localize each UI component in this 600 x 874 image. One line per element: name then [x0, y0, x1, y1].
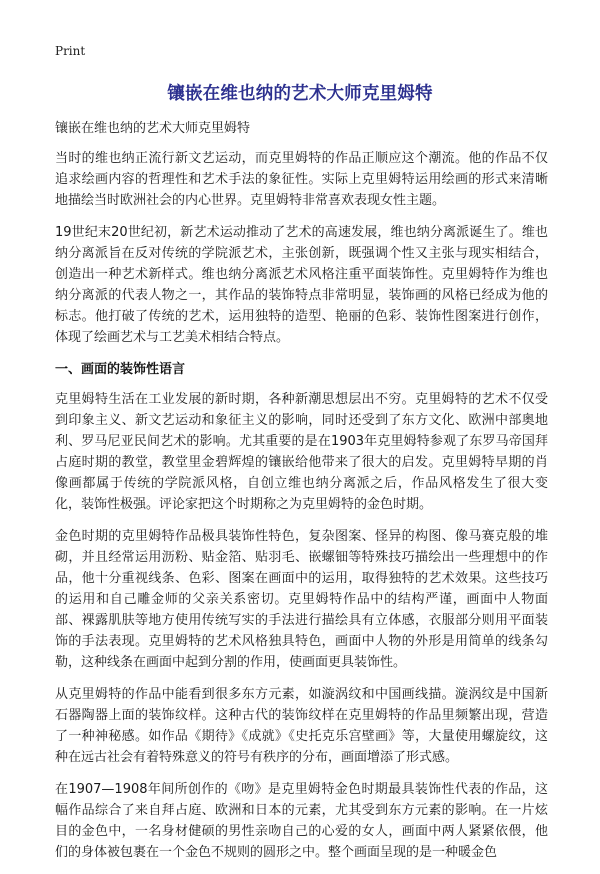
paragraph: 克里姆特生活在工业发展的新时期，各种新潮思想层出不穷。克里姆特的艺术不仅受到印象主义、新文艺运动和象征主义的影响，同时还受到了东方文化、欧洲中部奥地利、罗马尼亚民间艺术的影响。尤其重要的是在1903年克里姆特参观了东罗马帝国拜占庭时期的教堂，教堂里金碧辉煌的镶嵌给他带来了很大的启发。克里姆特早期的肖像画都属于传统的学院派风格，自创立维也纳分离派之后，作品风格发生了很大变化，装饰性极强。评论家把这个时期称之为克里姆特的金色时期。: [55, 392, 548, 512]
article-subtitle: 镶嵌在维也纳的艺术大师克里姆特: [55, 121, 251, 136]
paragraph: 从克里姆特的作品中能看到很多东方元素，如漩涡纹和中国画线描。漩涡纹是中国新石器陶器上面的装饰纹样。这种古代的装饰纹样在克里姆特的作品里频繁出现，营造了一种神秘感。如作品《期待》《成就》《史托克乐宫壁画》等，大量使用螺旋纹，这种在远古社会有着特殊意义的符号有秩序的分布，画面增添了形式感。: [55, 687, 548, 765]
print-link[interactable]: Print: [55, 44, 86, 58]
paragraph: 在1907—1908年间所创作的《吻》是克里姆特金色时期最具装饰性代表的作品，这幅作品综合了来自拜占庭、欧洲和日本的元素，尤其受到东方元素的影响。在一片炫目的金色中，一名身材健硕的男性亲吻自己的心爱的女人，画面中两人紧紧依偎，他们的身体被包裹在一个金色不规则的圆形之中。整个画面呈现的是一种暖金色: [55, 782, 548, 860]
article-body: [55, 118, 548, 874]
paragraph: 19世纪末20世纪初，新艺术运动推动了艺术的高速发展，维也纳分离派诞生了。维也纳分离派旨在反对传统的学院派艺术，主张创新，既强调个性又主张与现实相结合，创造出一种艺术新样式。维也纳分离派艺术风格注重平面装饰性。克里姆特作为维也纳分离派的代表人物之一，其作品的装饰特点非常明显，装饰画的风格已经成为他的标志。他打破了传统的艺术，运用独特的造型、艳丽的色彩、装饰性图案进行创作，体现了绘画艺术与工艺美术相结合特点。: [55, 225, 548, 345]
paragraph: 金色时期的克里姆特作品极具装饰性特色，复杂图案、怪异的构图、像马赛克般的堆砌，并且经常运用沥粉、贴金箔、贴羽毛、嵌螺钿等特殊技巧描绘出一些理想中的作品，他十分重视线条、色彩、图案在画面中的运用，取得独特的艺术效果。这些技巧的运用和自己雕金师的父亲关系密切。克里姆特作品中的结构严谨，画面中人物面部、裸露肌肤等地方使用传统写实的手法进行描绘具有立体感，衣服部分则用平面装饰的手法表现。克里姆特的艺术风格独具特色，画面中人物的外形是用简单的线条勾勒，这种线条在画面中起到分割的作用，使画面更具装饰性。: [55, 529, 548, 670]
paragraph: 当时的维也纳正流行新文艺运动，而克里姆特的作品正顺应这个潮流。他的作品不仅追求绘画内容的哲理性和艺术手法的象征性。实际上克里姆特运用绘画的形式来清晰地描绘当时欧洲社会的内心世界。克里姆特非常喜欢表现女性主题。: [55, 151, 548, 208]
section-heading: 一、画面的装饰性语言: [55, 362, 186, 377]
page-title: 镶嵌在维也纳的艺术大师克里姆特: [167, 84, 433, 104]
